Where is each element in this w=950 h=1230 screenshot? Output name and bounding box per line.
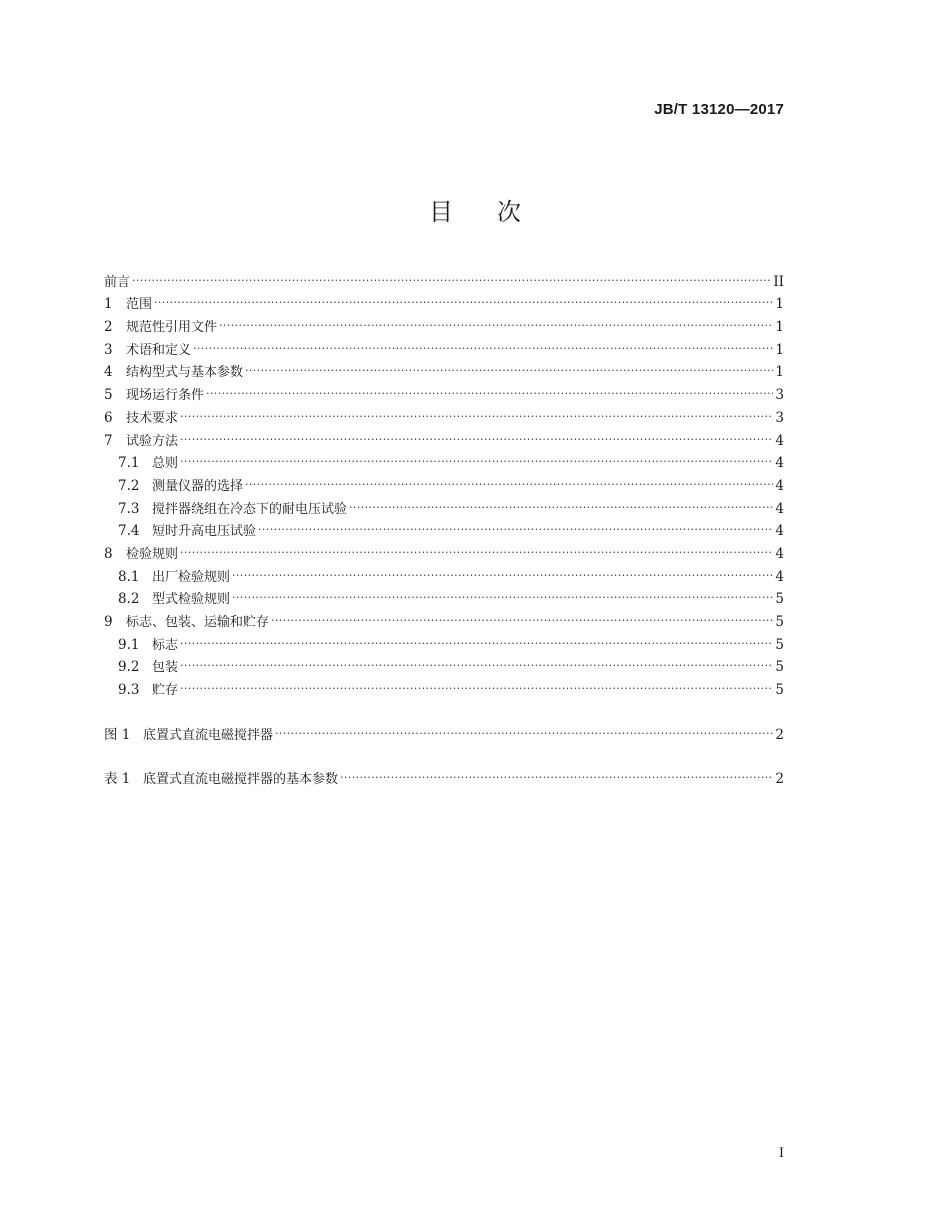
toc-entry-label: 标志、包装、运输和贮存 xyxy=(126,615,270,630)
toc-entry-page: 5 xyxy=(775,659,784,676)
toc-entry-9-3[interactable] xyxy=(104,671,784,699)
toc-entry-label: 测量仪器的选择 xyxy=(152,478,244,494)
toc-entry-page: 5 xyxy=(775,682,784,699)
toc-entry-number: 6 xyxy=(104,409,113,426)
toc-entry-9-1[interactable] xyxy=(104,626,784,653)
toc-entry-number: 5 xyxy=(104,387,113,404)
toc-table-page: 2 xyxy=(775,771,784,788)
toc-table-label: 底置式直流电磁搅拌器的基本参数 xyxy=(143,772,339,788)
toc-entry-number: 4 xyxy=(104,364,113,381)
toc-entry-7[interactable] xyxy=(104,422,784,449)
toc-title-char-2: 次 xyxy=(497,198,521,226)
toc-figure-1[interactable] xyxy=(104,716,784,743)
toc-entry-label: 总则 xyxy=(152,456,179,472)
toc-entry-page: 1 xyxy=(775,319,784,336)
toc-entry-number: 3 xyxy=(104,341,113,358)
toc-entry-label: 结构型式与基本参数 xyxy=(126,365,244,381)
toc-figure-number: 图 1 xyxy=(104,726,131,743)
toc-entry-number: 2 xyxy=(104,319,113,336)
toc-entry-page: 4 xyxy=(775,455,784,472)
toc-leader-dots xyxy=(180,445,773,468)
toc-figure-label: 底置式直流电磁搅拌器 xyxy=(143,727,274,743)
toc-entry-number: 7.2 xyxy=(118,477,140,494)
toc-leader-dots xyxy=(219,308,773,331)
toc-table-number: 表 1 xyxy=(104,771,131,788)
toc-entry-label: 型式检验规则 xyxy=(152,592,231,608)
toc-leader-dots xyxy=(193,331,773,354)
toc-entry-label: 出厂检验规则 xyxy=(152,569,231,585)
toc-leader-dots xyxy=(180,671,773,694)
toc-leader-dots xyxy=(245,354,773,377)
toc-entry-number: 7.1 xyxy=(118,455,140,472)
toc-leader-dots xyxy=(180,535,773,558)
toc-entry-foreword[interactable] xyxy=(104,263,784,290)
toc-entry-label: 技术要求 xyxy=(126,410,179,426)
toc-title xyxy=(0,192,950,227)
toc-entry-page: 4 xyxy=(775,523,784,540)
toc-figure-page: 2 xyxy=(775,726,784,743)
toc-entry-number: 9 xyxy=(104,614,113,630)
toc-entry-page: 5 xyxy=(775,591,784,608)
toc-entry-page: 4 xyxy=(775,568,784,585)
toc-entry-label: 范围 xyxy=(126,297,153,313)
toc-entry-page: 5 xyxy=(775,614,784,630)
toc-entry-page: 1 xyxy=(775,364,784,381)
toc-leader-dots xyxy=(232,558,773,581)
toc-entry-label: 搅拌器绕组在冷态下的耐电压试验 xyxy=(152,501,348,517)
toc-entry-number: 8 xyxy=(104,545,113,562)
toc-leader-dots xyxy=(340,761,773,784)
toc-entry-number: 9.3 xyxy=(118,682,140,699)
toc-entry-number: 7.3 xyxy=(118,500,140,517)
toc-leader-dots xyxy=(180,649,773,672)
toc-entry-number: 9.2 xyxy=(118,659,140,676)
toc-entry-label: 检验规则 xyxy=(126,546,179,562)
toc-entry-8[interactable] xyxy=(104,535,784,562)
toc-entry-7-2[interactable] xyxy=(104,467,784,494)
toc-entry-2[interactable] xyxy=(104,308,784,336)
toc-entry-8-1[interactable] xyxy=(104,558,784,585)
toc-entry-4[interactable] xyxy=(104,354,784,381)
toc-entry-label: 规范性引用文件 xyxy=(126,320,218,336)
toc-entry-number: 8.1 xyxy=(118,568,140,585)
toc-leader-dots xyxy=(180,626,773,649)
toc-entry-number: 8.2 xyxy=(118,591,140,608)
toc-entry-label: 贮存 xyxy=(152,683,179,699)
toc-entry-number: 9.1 xyxy=(118,636,140,653)
toc-entry-3[interactable] xyxy=(104,331,784,358)
toc-leader-dots xyxy=(206,376,773,399)
page-number: I xyxy=(778,1146,784,1161)
toc-leader-dots xyxy=(232,581,773,604)
toc-entry-label: 短时升高电压试验 xyxy=(152,524,257,540)
toc-title-char-1: 目 xyxy=(429,198,453,226)
toc-leader-dots xyxy=(275,716,773,739)
toc-entry-page: 1 xyxy=(775,296,784,313)
toc-entry-page: 5 xyxy=(775,636,784,653)
toc-entry-page: 4 xyxy=(775,545,784,562)
toc-entry-page: 1 xyxy=(775,341,784,358)
toc-entry-page: 3 xyxy=(775,387,784,404)
toc-table-1[interactable] xyxy=(104,761,784,788)
toc-entry-number: 7 xyxy=(104,432,113,449)
toc-entry-6[interactable] xyxy=(104,399,784,426)
toc-entry-number: 7.4 xyxy=(118,523,140,540)
document-code: JB/T 13120—2017 xyxy=(654,101,784,118)
toc-entry-page: 4 xyxy=(775,500,784,517)
toc-entry-label: 试验方法 xyxy=(126,433,179,449)
toc-entry-page: 4 xyxy=(775,432,784,449)
toc-leader-dots xyxy=(258,513,773,536)
toc-leader-dots xyxy=(271,603,773,626)
toc-entry-label: 前言 xyxy=(104,274,131,290)
toc-entry-page: II xyxy=(773,273,784,290)
toc-entry-label: 标志 xyxy=(152,637,179,653)
toc-entry-1[interactable] xyxy=(104,286,784,313)
toc-entry-page: 3 xyxy=(775,409,784,426)
toc-entry-label: 现场运行条件 xyxy=(126,388,205,404)
toc-leader-dots xyxy=(132,263,771,286)
toc-entry-number: 1 xyxy=(104,296,113,313)
toc-entry-9-2[interactable] xyxy=(104,649,784,676)
toc-leader-dots xyxy=(245,467,773,490)
toc-entry-7-1[interactable] xyxy=(104,445,784,472)
toc-entry-5[interactable] xyxy=(104,376,784,404)
toc-entry-label: 包装 xyxy=(152,660,179,676)
toc-leader-dots xyxy=(180,399,773,422)
toc-entry-page: 4 xyxy=(775,477,784,494)
toc-leader-dots xyxy=(349,490,773,513)
toc-leader-dots xyxy=(180,422,773,445)
toc-entry-label: 术语和定义 xyxy=(126,342,192,358)
toc-leader-dots xyxy=(154,286,773,309)
table-of-contents xyxy=(104,263,784,788)
